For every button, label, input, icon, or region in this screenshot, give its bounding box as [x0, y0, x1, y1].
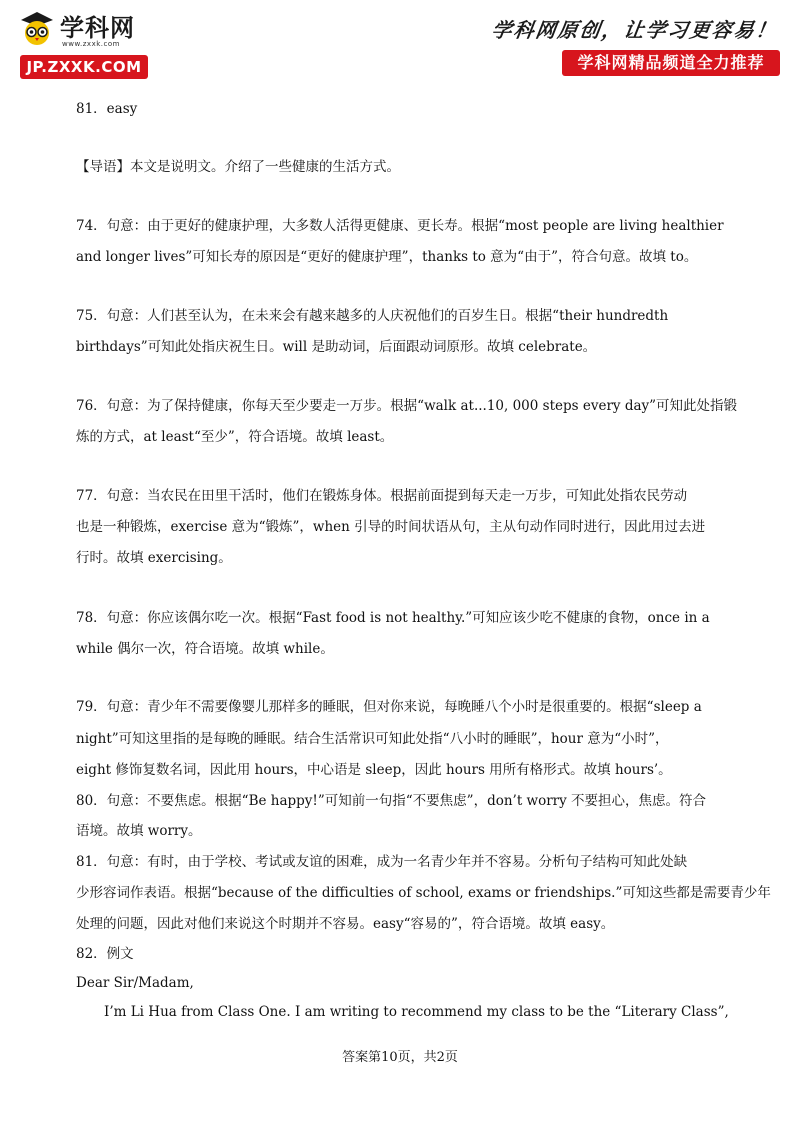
text-line: 81．easy — [76, 101, 138, 117]
text-line: 80．句意：不要焦虑。根据“Be happy!”可知前一句指“不要焦虑”，don’t worry 不要担心，焦虑。符合 — [76, 793, 707, 809]
channel-badge: 学科网精品频道全力推荐 — [562, 50, 780, 76]
header-slogan: 学科网原创，让学习更容易！ — [490, 18, 780, 42]
text-line: birthdays”可知此处指庆祝生日。will 是助动词，后面跟动词原形。故填 celebrate。 — [76, 339, 597, 355]
text-line: 语境。故填 worry。 — [76, 823, 202, 839]
logo-text: 学科网 — [60, 14, 135, 42]
text-line: 【导语】本文是说明文。介绍了一些健康的生活方式。 — [76, 159, 400, 175]
text-line: 76．句意：为了保持健康，你每天至少要走一万步。根据“walk at...10, 000 steps every day”可知此处指锻 — [76, 398, 738, 414]
text-line: 处理的问题，因此对他们来说这个时期并不容易。easy“容易的”，符合语境。故填 easy。 — [76, 916, 615, 932]
logo-url: www.zxxk.com — [62, 40, 120, 48]
text-line: 少形容词作表语。根据“because of the difficulties of school, exams or friendships.”可知这些都是需要青少年 — [76, 885, 771, 901]
text-line: 炼的方式，at least“至少”，符合语境。故填 least。 — [76, 429, 394, 445]
text-line: Dear Sir/Madam, — [76, 975, 194, 991]
page-header — [0, 0, 800, 90]
text-line: 74．句意：由于更好的健康护理，大多数人活得更健康、更长寿。根据“most people are living healthier — [76, 218, 724, 234]
page-footer: 答案第10页，共2页 — [342, 1050, 458, 1065]
text-line: eight 修饰复数名词，因此用 hours，中心语是 sleep，因此 hours 用所有格形式。故填 hours’。 — [76, 762, 672, 778]
text-line: 75．句意：人们甚至认为，在未来会有越来越多的人庆祝他们的百岁生日。根据“their hundredth — [76, 308, 669, 324]
owl-logo-icon — [18, 10, 56, 46]
text-line: 行时。故填 exercising。 — [76, 550, 232, 566]
text-line: and longer lives”可知长寿的原因是“更好的健康护理”，thanks to 意为“由于”，符合句意。故填 to。 — [76, 249, 698, 265]
text-line: I’m Li Hua from Class One. I am writing to recommend my class to be the “Literary Class”, — [104, 1004, 729, 1020]
text-line: 77．句意：当农民在田里干活时，他们在锻炼身体。根据前面提到每天走一万步，可知此处指农民劳动 — [76, 488, 688, 504]
text-line: 82．例文 — [76, 946, 134, 962]
text-line: 81．句意：有时，由于学校、考试或友谊的困难，成为一名青少年并不容易。分析句子结构可知此处缺 — [76, 854, 688, 870]
text-line: 79．句意：青少年不需要像婴儿那样多的睡眠，但对你来说，每晚睡八个小时是很重要的。根据“sleep a — [76, 699, 702, 715]
text-line: 78．句意：你应该偶尔吃一次。根据“Fast food is not healthy.”可知应该少吃不健康的食物，once in a — [76, 610, 710, 626]
zxxk-logo — [18, 10, 158, 80]
text-line: night”可知这里指的是每晚的睡眠。结合生活常识可知此处指“八小时的睡眠”，hour 意为“小时”， — [76, 731, 669, 747]
logo-badge: JP.ZXXK.COM — [20, 55, 148, 79]
text-line: 也是一种锻炼，exercise 意为“锻炼”，when 引导的时间状语从句，主从句动作同时进行，因此用过去进 — [76, 519, 706, 535]
text-line: while 偶尔一次，符合语境。故填 while。 — [76, 641, 334, 657]
